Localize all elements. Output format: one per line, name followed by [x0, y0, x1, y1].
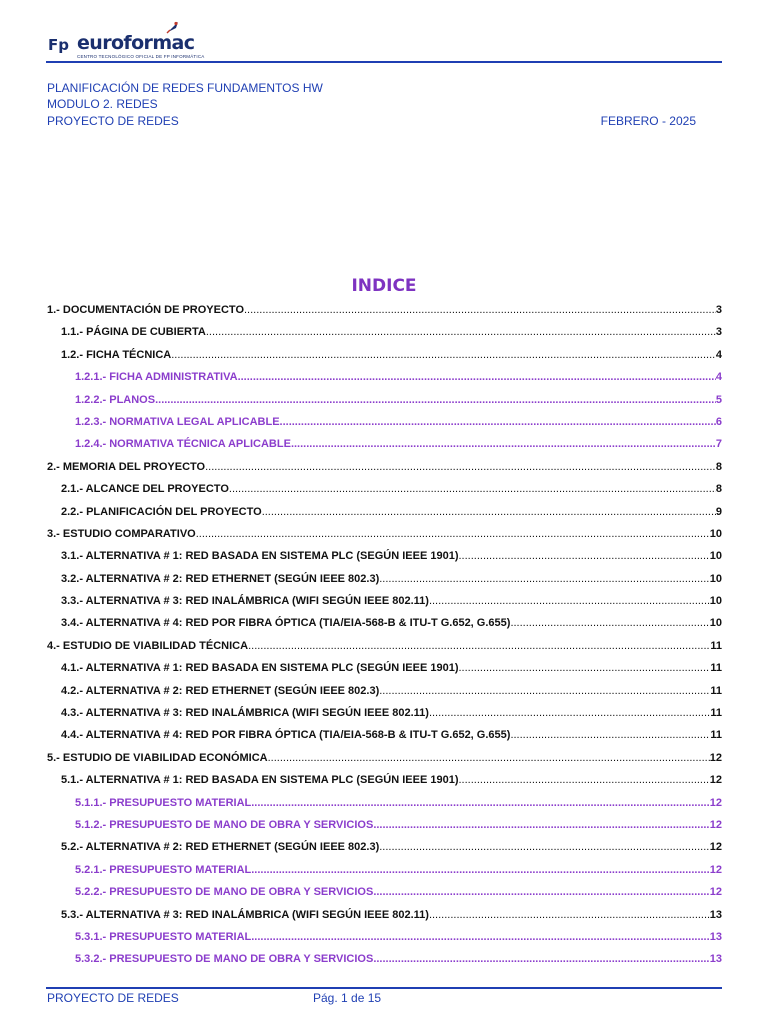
toc-entry[interactable]: [47, 411, 722, 433]
toc-entry-page: 12: [709, 751, 722, 764]
toc-entry-label[interactable]: 5.1.2.- PRESUPUESTO DE MANO DE OBRA Y SERVICIOS: [75, 818, 374, 831]
toc-entry-label[interactable]: 5.1.1.- PRESUPUESTO MATERIAL: [75, 796, 252, 809]
toc-leader-dots: [238, 366, 716, 388]
toc-entry[interactable]: [47, 814, 722, 836]
toc-entry-label[interactable]: 5.2.- ALTERNATIVA # 2: RED ETHERNET (SEGÚN IEEE 802.3): [61, 841, 380, 854]
footer-divider: [46, 987, 722, 989]
toc-leader-dots: [244, 299, 716, 321]
toc-entry[interactable]: [47, 523, 722, 545]
toc-leader-dots: [510, 724, 710, 746]
toc-entry-label[interactable]: 5.- ESTUDIO DE VIABILIDAD ECONÓMICA: [47, 751, 268, 764]
toc-entry[interactable]: [47, 904, 722, 926]
toc-entry-label[interactable]: 5.1.- ALTERNATIVA # 1: RED BASADA EN SISTEMA PLC (SEGÚN IEEE 1901): [61, 774, 459, 787]
toc-entry-label[interactable]: 1.2.- FICHA TÉCNICA: [61, 348, 172, 361]
toc-entry-label[interactable]: 1.2.3.- NORMATIVA LEGAL APLICABLE: [75, 415, 280, 428]
toc-entry-label[interactable]: 1.1.- PÁGINA DE CUBIERTA: [61, 326, 206, 339]
toc-entry-label[interactable]: 1.2.4.- NORMATIVA TÉCNICA APLICABLE: [75, 438, 291, 451]
toc-leader-dots: [373, 814, 709, 836]
toc-entry[interactable]: [47, 859, 722, 881]
toc-leader-dots: [459, 657, 711, 679]
toc-leader-dots: [196, 523, 710, 545]
toc-entry-label[interactable]: 4.1.- ALTERNATIVA # 1: RED BASADA EN SISTEMA PLC (SEGÚN IEEE 1901): [61, 662, 459, 675]
header-project: PROYECTO DE REDES: [47, 114, 179, 128]
toc-entry-page: 12: [709, 886, 722, 899]
footer-project: PROYECTO DE REDES: [47, 991, 179, 1005]
toc-leader-dots: [248, 635, 710, 657]
toc-entry-page: 12: [709, 818, 722, 831]
toc-entry[interactable]: [47, 724, 722, 746]
toc-entry[interactable]: [47, 702, 722, 724]
toc-entry-page: 12: [709, 796, 722, 809]
toc-entry[interactable]: [47, 568, 722, 590]
toc-entry-label[interactable]: 5.3.1.- PRESUPUESTO MATERIAL: [75, 930, 252, 943]
toc-entry-label[interactable]: 4.3.- ALTERNATIVA # 3: RED INALÁMBRICA (WIFI SEGÚN IEEE 802.11): [61, 707, 429, 720]
toc-leader-dots: [280, 411, 716, 433]
toc-entry[interactable]: [47, 747, 722, 769]
toc-leader-dots: [251, 859, 710, 881]
toc-entry-label[interactable]: 1.2.1.- FICHA ADMINISTRATIVA: [75, 371, 238, 384]
toc-entry-page: 4: [715, 371, 722, 384]
header-course-title: PLANIFICACIÓN DE REDES FUNDAMENTOS HW: [47, 81, 323, 95]
toc-entry[interactable]: [47, 926, 722, 948]
toc-leader-dots: [251, 926, 710, 948]
toc-entry-label[interactable]: 3.3.- ALTERNATIVA # 3: RED INALÁMBRICA (WIFI SEGÚN IEEE 802.11): [61, 595, 429, 608]
toc-entry[interactable]: [47, 478, 722, 500]
toc-entry[interactable]: [47, 792, 722, 814]
toc-entry-page: 3: [715, 304, 722, 316]
rocket-icon: [166, 20, 180, 34]
toc-entry-page: 9: [715, 505, 722, 518]
toc-entry[interactable]: [47, 635, 722, 657]
toc-entry[interactable]: [47, 433, 722, 455]
toc-entry-page: 11: [710, 662, 722, 675]
toc-entry-label[interactable]: 2.2.- PLANIFICACIÓN DEL PROYECTO: [61, 505, 262, 518]
toc-entry-page: 6: [715, 415, 722, 428]
toc-leader-dots: [373, 948, 709, 970]
toc-entry-page: 10: [709, 595, 722, 608]
toc-leader-dots: [429, 904, 710, 926]
toc-entry-page: 12: [709, 841, 722, 854]
toc-entry[interactable]: [47, 881, 722, 903]
header-date: FEBRERO - 2025: [600, 114, 696, 128]
toc-entry[interactable]: [47, 612, 722, 634]
toc-entry-page: 12: [709, 863, 722, 876]
toc-entry[interactable]: [47, 680, 722, 702]
toc-entry-page: 13: [709, 908, 722, 921]
toc-entry[interactable]: [47, 769, 722, 791]
header-divider: [46, 61, 722, 63]
toc-entry[interactable]: [47, 344, 722, 366]
toc-leader-dots: [459, 545, 710, 567]
toc-leader-dots: [291, 433, 716, 455]
toc-leader-dots: [373, 881, 709, 903]
toc-leader-dots: [229, 478, 716, 500]
toc-entry[interactable]: [47, 321, 722, 343]
toc-entry-label[interactable]: 4.- ESTUDIO DE VIABILIDAD TÉCNICA: [47, 639, 249, 652]
toc-entry-page: 12: [709, 774, 722, 787]
euroformac-logo: [48, 20, 205, 62]
toc-leader-dots: [206, 321, 716, 343]
toc-entry[interactable]: [47, 948, 722, 970]
toc-title: INDICE: [351, 276, 417, 296]
toc-entry[interactable]: [47, 389, 722, 411]
toc-leader-dots: [510, 612, 709, 634]
toc-entry[interactable]: [47, 299, 722, 321]
logo-mark: Fp: [48, 36, 69, 54]
toc-entry-label[interactable]: 4.2.- ALTERNATIVA # 2: RED ETHERNET (SEGÚN IEEE 802.3): [61, 684, 380, 697]
toc-leader-dots: [429, 590, 710, 612]
toc-entry-page: 3: [715, 326, 722, 339]
toc-entry-page: 11: [710, 639, 722, 652]
toc-leader-dots: [429, 702, 710, 724]
toc-entry-label[interactable]: 1.2.2.- PLANOS: [75, 393, 156, 406]
toc-leader-dots: [171, 344, 716, 366]
toc-entry-page: 10: [709, 550, 722, 563]
toc-leader-dots: [379, 568, 710, 590]
toc-entry-page: 10: [709, 527, 722, 540]
toc-entry-label[interactable]: 3.2.- ALTERNATIVA # 2: RED ETHERNET (SEGÚN IEEE 802.3): [61, 572, 380, 585]
toc-entry-page: 11: [710, 684, 722, 697]
toc-entry-label[interactable]: 3.- ESTUDIO COMPARATIVO: [47, 527, 196, 540]
toc-entry-page: 13: [709, 953, 722, 966]
toc-entry-page: 11: [710, 707, 722, 720]
toc-entry-page: 5: [715, 393, 722, 406]
logo-brand: euroformac: [77, 32, 195, 54]
toc-leader-dots: [155, 389, 716, 411]
toc-entry[interactable]: [47, 501, 722, 523]
toc-entry-page: 10: [709, 617, 722, 630]
toc-leader-dots: [379, 836, 710, 858]
toc-entry-label[interactable]: 4.4.- ALTERNATIVA # 4: RED POR FIBRA ÓPTICA (TIA/EIA-568-B & ITU-T G.652, G.655): [61, 729, 511, 742]
toc-entry[interactable]: [47, 456, 722, 478]
toc-leader-dots: [268, 747, 710, 769]
toc-entry-page: 10: [709, 572, 722, 585]
toc-entry-label[interactable]: 1.- DOCUMENTACIÓN DE PROYECTO: [47, 304, 244, 316]
toc-leader-dots: [251, 792, 710, 814]
table-of-contents: [47, 299, 722, 971]
toc-entry-page: 8: [715, 460, 722, 473]
toc-entry-label[interactable]: 5.2.1.- PRESUPUESTO MATERIAL: [75, 863, 252, 876]
toc-entry-label[interactable]: 5.3.2.- PRESUPUESTO DE MANO DE OBRA Y SERVICIOS: [75, 953, 374, 966]
footer-page-number: Pág. 1 de 15: [313, 991, 382, 1005]
toc-entry-label[interactable]: 2.1.- ALCANCE DEL PROYECTO: [61, 483, 229, 496]
toc-entry-page: 4: [715, 348, 722, 361]
toc-entry-label[interactable]: 3.4.- ALTERNATIVA # 4: RED POR FIBRA ÓPTICA (TIA/EIA-568-B & ITU-T G.652, G.655): [61, 617, 511, 630]
toc-leader-dots: [379, 680, 710, 702]
toc-entry-label[interactable]: 2.- MEMORIA DEL PROYECTO: [47, 460, 206, 473]
header-module: MODULO 2. REDES: [47, 97, 158, 111]
toc-entry-label[interactable]: 5.2.2.- PRESUPUESTO DE MANO DE OBRA Y SERVICIOS: [75, 886, 374, 899]
toc-entry-label[interactable]: 5.3.- ALTERNATIVA # 3: RED INALÁMBRICA (WIFI SEGÚN IEEE 802.11): [61, 908, 429, 921]
toc-entry-page: 7: [715, 438, 722, 451]
toc-leader-dots: [262, 501, 716, 523]
toc-entry[interactable]: [47, 366, 722, 388]
toc-leader-dots: [459, 769, 710, 791]
toc-entry-page: 13: [709, 930, 722, 943]
toc-leader-dots: [205, 456, 716, 478]
toc-entry-page: 11: [710, 729, 722, 742]
toc-entry[interactable]: [47, 545, 722, 567]
toc-entry-label[interactable]: 3.1.- ALTERNATIVA # 1: RED BASADA EN SISTEMA PLC (SEGÚN IEEE 1901): [61, 550, 459, 563]
toc-entry[interactable]: [47, 590, 722, 612]
toc-entry-page: 8: [715, 483, 722, 496]
toc-entry[interactable]: [47, 657, 722, 679]
logo-tagline: CENTRO TECNOLÓGICO OFICIAL DE FP INFORMÁTICA: [77, 54, 205, 59]
toc-entry[interactable]: [47, 836, 722, 858]
